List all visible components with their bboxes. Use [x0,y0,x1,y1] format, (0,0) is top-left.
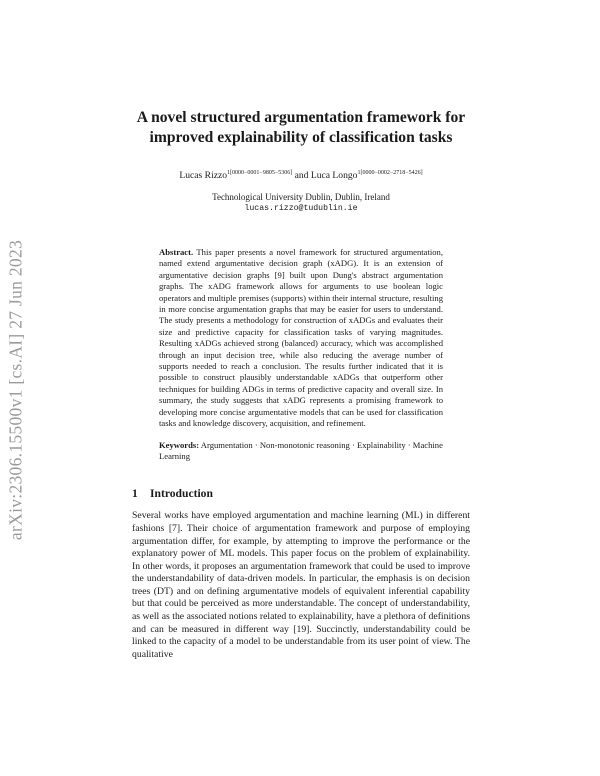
author-email: lucas.rizzo@tudublin.ie [244,204,358,213]
intro-paragraph: Several works have employed argumentation and machine learning (ML) in different fashions [7]. Their choice of argumentation framework and purpose of employing argumentation differ, for example, by attempting to improve the performance or the explanatory power of ML models. This paper focus on the problem of explainability. In other words, it proposes an argumentation framework that could be used to improve the understandability of data-driven models. In particular, the emphasis is on decision trees (DT) and on defining argumentative models of equivalent inferential capability but that could be perceived as more understandable. The concept of understandability, as well as the associated notions related to explainability, have a plethora of definitions and can be measured in different way [19]. Succinctly, understandability could be linked to the capacity of a model to be understandable from its user point of view. The qualitative [132,510,470,660]
author-conjunction: and [292,170,311,181]
keywords-text: Argumentation · Non-monotonic reasoning · Explainability · Machine Learning [159,439,443,461]
author-2-name: Luca Longo [310,170,358,181]
keywords [159,440,443,463]
abstract [159,247,443,430]
author-2-orcid: 1[0000−0002−2718−5426] [357,170,423,176]
affiliation-block [132,191,470,215]
author-line [132,170,470,181]
paper-page [132,108,470,661]
abstract-label: Abstract. [159,247,194,257]
author-1-name: Lucas Rizzo [179,170,228,181]
affiliation: Technological University Dublin, Dublin, Ireland [212,192,390,202]
abstract-text: This paper presents a novel framework for structured argumentation, named extend argumentative decision graph (xADG). It is an extension of argumentative decision graphs [9] built upon Dung's abstract argumentation graphs. The xADG framework allows for arguments to use boolean logic operators and multiple premises (supports) within their internal structure, resulting in more concise argumentation graphs that may be easier for users to understand. The study presents a methodology for construction of xADGs and evaluates their size and predictive capacity for classification tasks of varying magnitudes. Resulting xADGs achieved strong (balanced) accuracy, which was accomplished through an input decision tree, while also reducing the average number of supports needed to reach a conclusion. The results further indicated that it is possible to construct plausibly understandable xADGs that outperform other techniques for building ADGs in terms of predictive capacity and overall size. In summary, the study suggests that xADG represents a promising framework to developing more concise argumentative models that can be used for classification tasks and knowledge discovery, acquisition, and refinement. [159,247,444,429]
section-heading [132,487,470,500]
keywords-label: Keywords: [159,439,200,450]
section-title: Introduction [150,487,213,501]
arxiv-stamp-text: arXiv:2306.15500v1 [cs.AI] 27 Jun 2023 [5,239,26,541]
section-number: 1 [132,487,138,501]
arxiv-stamp [2,239,30,541]
paper-title: A novel structured argumentation framework for improved explainability of classification tasks [136,109,466,146]
author-1-orcid: 1[0000−0001−9805−5306] [227,170,293,176]
